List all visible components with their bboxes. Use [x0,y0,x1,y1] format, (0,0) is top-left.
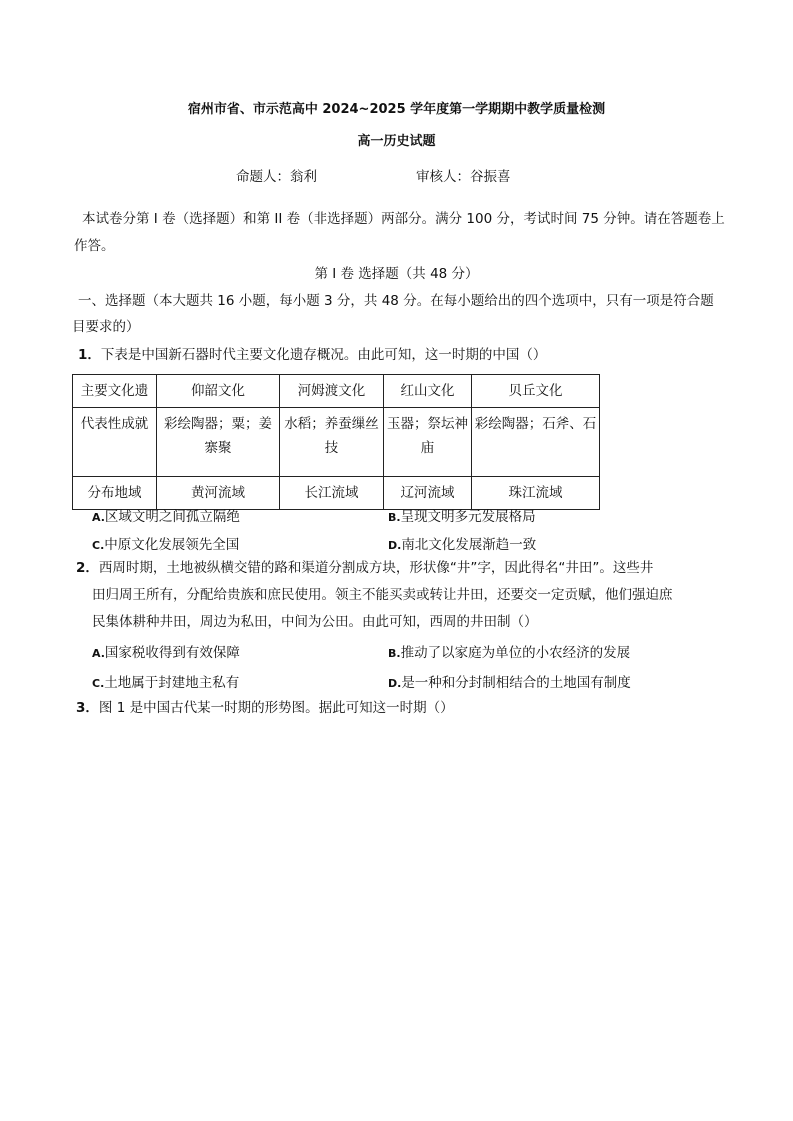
exam-subtitle: 高一历史试题 [357,134,436,149]
q2-option-d[interactable] [388,671,631,691]
table-row [73,408,600,477]
option-letter: B. [388,647,401,660]
table-cell: 代表性成就 [73,408,157,477]
option-letter: A. [92,647,105,660]
table-row [73,375,600,408]
q2-option-c[interactable] [92,671,239,691]
option-text: 中原文化发展领先全国 [104,537,240,553]
part-instructions-line-2: 目要求的） [72,319,140,335]
q1-option-c[interactable] [92,533,239,553]
option-text: 土地属于封建地主私有 [104,675,240,691]
reviewer-label: 审核人：谷振喜 [416,169,511,185]
question-2-line-2: 田归周王所有，分配给贵族和庶民使用。领主不能买卖或转让井田，还要交一定贡赋，他们强迫庶 [92,587,673,603]
option-letter: D. [388,539,402,552]
table-cell: 分布地域 [73,477,157,510]
question-text: 图 1 是中国古代某一时期的形势图。据此可知这一时期（） [98,700,454,716]
q1-option-d[interactable] [388,533,536,553]
table-cell: 红山文化 [384,375,472,408]
table-cell: 水稻；养蚕缫丝技 [280,408,384,477]
q1-option-b[interactable] [388,505,536,525]
section-heading: 第 I 卷 选择题（共 48 分） [314,266,479,282]
instructions-line-2: 作答。 [74,238,115,254]
option-text: 是一种和分封制相结合的土地国有制度 [401,675,631,691]
exam-title: 宿州市省、市示范高中 2024~2025 学年度第一学期期中教学质量检测 [187,102,606,117]
part-instructions-line-1: 一、选择题（本大题共 16 小题，每小题 3 分，共 48 分。在每小题给出的四个选项中，只有一项是符合题 [78,293,714,309]
table-cell: 仰韶文化 [157,375,280,408]
q2-option-b[interactable] [388,641,630,661]
table-cell: 辽河流域 [384,477,472,510]
option-letter: C. [92,539,105,552]
table-cell: 彩绘陶器；粟；姜寨聚 [157,408,280,477]
option-text: 南北文化发展渐趋一致 [401,537,537,553]
q2-option-a[interactable] [92,641,240,661]
table-cell: 贝丘文化 [472,375,600,408]
option-text: 国家税收得到有效保障 [104,645,240,661]
table-cell: 彩绘陶器；石斧、石 [472,408,600,477]
table-cell: 珠江流域 [472,477,600,510]
option-letter: A. [92,511,105,524]
option-text: 推动了以家庭为单位的小农经济的发展 [400,645,631,661]
question-number: 1． [78,347,101,363]
question-1-stem [78,342,546,369]
option-letter: C. [92,677,105,690]
question-number: 2． [76,560,99,576]
option-text: 区域文明之间孤立隔绝 [104,509,240,525]
author-label: 命题人：翁利 [236,169,317,185]
question-text: 西周时期，土地被纵横交错的路和渠道分割成方块，形状像“井”字，因此得名“井田”。这些井 [98,560,654,576]
table-cell: 主要文化遗 [73,375,157,408]
table-cell: 长江流域 [280,477,384,510]
question-3-stem [76,695,454,722]
question-2-line-3: 民集体耕种井田，周边为私田，中间为公田。由此可知，西周的井田制（） [92,614,538,630]
culture-table [72,374,600,510]
instructions-line-1: 本试卷分第 I 卷（选择题）和第 II 卷（非选择题）两部分。满分 100 分，考试时间 75 分钟。请在答题卷上 [82,211,725,227]
question-2-line-1 [76,555,653,582]
question-text: 下表是中国新石器时代主要文化遗存概况。由此可知，这一时期的中国（） [100,347,547,363]
option-text: 呈现文明多元发展格局 [400,509,536,525]
table-cell: 黄河流域 [157,477,280,510]
table-cell: 玉器；祭坛神庙 [384,408,472,477]
option-letter: D. [388,677,402,690]
question-number: 3． [76,700,99,716]
authors-line [236,165,511,185]
q1-option-a[interactable] [92,505,240,525]
table-cell: 河姆渡文化 [280,375,384,408]
option-letter: B. [388,511,401,524]
